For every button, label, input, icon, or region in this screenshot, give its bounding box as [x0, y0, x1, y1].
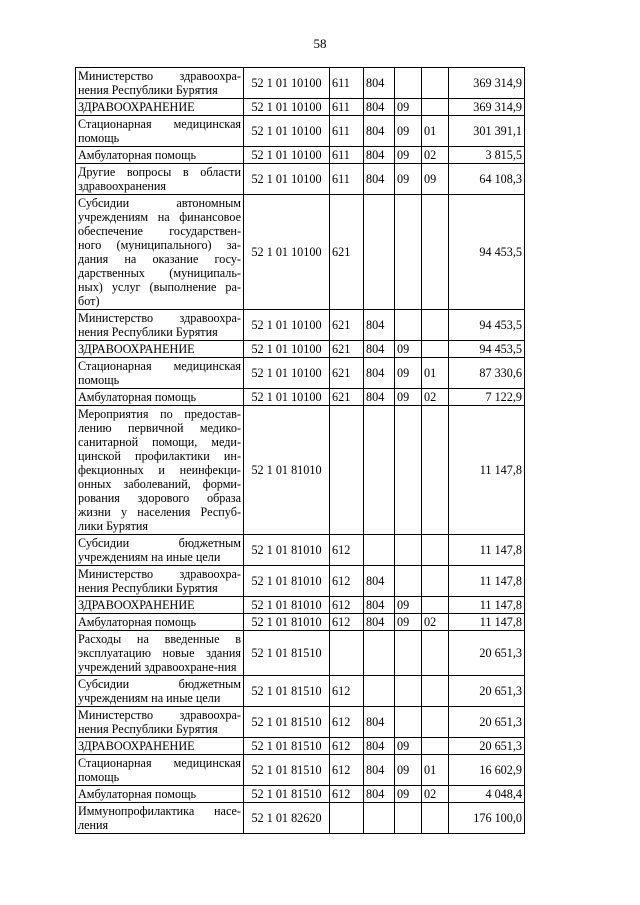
- section-cell: [395, 310, 422, 341]
- section-cell: [395, 803, 422, 834]
- target-code-cell: 52 1 01 81510: [244, 738, 330, 755]
- subsection-cell: [422, 99, 449, 116]
- amount-cell: 94 453,5: [449, 195, 525, 310]
- ministry-code-cell: 804: [364, 738, 395, 755]
- row-name-cell: Субсидии автономным учреждениям на финансовое обеспечение государствен-ного (муниципального) за-дания на оказание госу-дарственных (муниципаль-ных) услуг (выполнение ра-бот): [76, 195, 244, 310]
- section-cell: 09: [395, 147, 422, 164]
- row-name-cell: Стационарная медицинская помощь: [76, 755, 244, 786]
- subsection-cell: [422, 566, 449, 597]
- amount-cell: 11 147,8: [449, 597, 525, 614]
- amount-cell: 16 602,9: [449, 755, 525, 786]
- subsection-cell: [422, 310, 449, 341]
- expense-type-cell: 621: [330, 310, 364, 341]
- expense-type-cell: 611: [330, 116, 364, 147]
- target-code-cell: 52 1 01 10100: [244, 358, 330, 389]
- target-code-cell: 52 1 01 10100: [244, 164, 330, 195]
- table-row: [76, 358, 525, 389]
- ministry-code-cell: 804: [364, 597, 395, 614]
- section-cell: 09: [395, 164, 422, 195]
- subsection-cell: [422, 406, 449, 535]
- ministry-code-cell: 804: [364, 68, 395, 99]
- target-code-cell: 52 1 01 81010: [244, 406, 330, 535]
- amount-cell: 20 651,3: [449, 631, 525, 676]
- subsection-cell: 02: [422, 786, 449, 803]
- subsection-cell: [422, 631, 449, 676]
- ministry-code-cell: 804: [364, 389, 395, 406]
- amount-cell: 369 314,9: [449, 99, 525, 116]
- subsection-cell: 01: [422, 116, 449, 147]
- ministry-code-cell: 804: [364, 164, 395, 195]
- expense-type-cell: 611: [330, 147, 364, 164]
- target-code-cell: 52 1 01 10100: [244, 68, 330, 99]
- table-row: [76, 99, 525, 116]
- target-code-cell: 52 1 01 81510: [244, 786, 330, 803]
- expense-type-cell: 612: [330, 755, 364, 786]
- ministry-code-cell: 804: [364, 707, 395, 738]
- ministry-code-cell: 804: [364, 147, 395, 164]
- amount-cell: 7 122,9: [449, 389, 525, 406]
- target-code-cell: 52 1 01 81010: [244, 614, 330, 631]
- subsection-cell: [422, 803, 449, 834]
- expense-type-cell: [330, 631, 364, 676]
- subsection-cell: 02: [422, 147, 449, 164]
- section-cell: [395, 195, 422, 310]
- row-name-cell: Мероприятия по предостав-лению первичной медико-санитарной помощи, меди-цинской профилактики ин-фекционных и неинфекци-онных заболеваний, форми-рования здорового образа жизни у населения Респуб-лики Бурятия: [76, 406, 244, 535]
- subsection-cell: [422, 341, 449, 358]
- page-number: 58: [313, 36, 327, 51]
- amount-cell: 11 147,8: [449, 406, 525, 535]
- row-name-cell: Министерство здравоохра-нения Республики Бурятия: [76, 566, 244, 597]
- section-cell: [395, 676, 422, 707]
- table-row: [76, 116, 525, 147]
- row-name-cell: Амбулаторная помощь: [76, 147, 244, 164]
- expense-type-cell: 611: [330, 99, 364, 116]
- expense-type-cell: 612: [330, 566, 364, 597]
- expense-type-cell: 611: [330, 164, 364, 195]
- table-row: [76, 631, 525, 676]
- ministry-code-cell: 804: [364, 99, 395, 116]
- row-name-cell: Субсидии бюджетным учреждениям на иные цели: [76, 535, 244, 566]
- ministry-code-cell: [364, 803, 395, 834]
- amount-cell: 11 147,8: [449, 535, 525, 566]
- amount-cell: 20 651,3: [449, 707, 525, 738]
- row-name-cell: Иммунопрофилактика насе-ления: [76, 803, 244, 834]
- subsection-cell: [422, 195, 449, 310]
- table-row: [76, 597, 525, 614]
- table-row: [76, 738, 525, 755]
- expense-type-cell: 612: [330, 707, 364, 738]
- section-cell: 09: [395, 786, 422, 803]
- section-cell: 09: [395, 358, 422, 389]
- amount-cell: 4 048,4: [449, 786, 525, 803]
- amount-cell: 11 147,8: [449, 614, 525, 631]
- amount-cell: 3 815,5: [449, 147, 525, 164]
- section-cell: 09: [395, 755, 422, 786]
- row-name-cell: ЗДРАВООХРАНЕНИЕ: [76, 597, 244, 614]
- subsection-cell: [422, 676, 449, 707]
- ministry-code-cell: 804: [364, 755, 395, 786]
- ministry-code-cell: 804: [364, 614, 395, 631]
- target-code-cell: 52 1 01 81510: [244, 631, 330, 676]
- amount-cell: 11 147,8: [449, 566, 525, 597]
- expense-type-cell: 612: [330, 738, 364, 755]
- expense-type-cell: 612: [330, 597, 364, 614]
- table-row: [76, 68, 525, 99]
- ministry-code-cell: [364, 535, 395, 566]
- section-cell: 09: [395, 738, 422, 755]
- budget-table: [75, 67, 525, 834]
- ministry-code-cell: 804: [364, 310, 395, 341]
- target-code-cell: 52 1 01 10100: [244, 99, 330, 116]
- expense-type-cell: 621: [330, 195, 364, 310]
- ministry-code-cell: 804: [364, 566, 395, 597]
- row-name-cell: ЗДРАВООХРАНЕНИЕ: [76, 738, 244, 755]
- table-row: [76, 707, 525, 738]
- expense-type-cell: 621: [330, 358, 364, 389]
- subsection-cell: 02: [422, 389, 449, 406]
- target-code-cell: 52 1 01 82620: [244, 803, 330, 834]
- section-cell: [395, 535, 422, 566]
- table-row: [76, 786, 525, 803]
- table-row: [76, 341, 525, 358]
- target-code-cell: 52 1 01 81010: [244, 535, 330, 566]
- section-cell: 09: [395, 614, 422, 631]
- target-code-cell: 52 1 01 10100: [244, 195, 330, 310]
- subsection-cell: [422, 707, 449, 738]
- amount-cell: 64 108,3: [449, 164, 525, 195]
- target-code-cell: 52 1 01 10100: [244, 389, 330, 406]
- amount-cell: 369 314,9: [449, 68, 525, 99]
- section-cell: [395, 566, 422, 597]
- ministry-code-cell: 804: [364, 116, 395, 147]
- amount-cell: 20 651,3: [449, 738, 525, 755]
- row-name-cell: ЗДРАВООХРАНЕНИЕ: [76, 99, 244, 116]
- row-name-cell: Амбулаторная помощь: [76, 389, 244, 406]
- target-code-cell: 52 1 01 81010: [244, 566, 330, 597]
- row-name-cell: ЗДРАВООХРАНЕНИЕ: [76, 341, 244, 358]
- target-code-cell: 52 1 01 10100: [244, 147, 330, 164]
- target-code-cell: 52 1 01 10100: [244, 310, 330, 341]
- table-row: [76, 406, 525, 535]
- amount-cell: 94 453,5: [449, 310, 525, 341]
- table-row: [76, 566, 525, 597]
- table-row: [76, 310, 525, 341]
- row-name-cell: Субсидии бюджетным учреждениям на иные цели: [76, 676, 244, 707]
- row-name-cell: Министерство здравоохра-нения Республики Бурятия: [76, 68, 244, 99]
- table-row: [76, 389, 525, 406]
- table-row: [76, 195, 525, 310]
- target-code-cell: 52 1 01 81510: [244, 755, 330, 786]
- amount-cell: 301 391,1: [449, 116, 525, 147]
- row-name-cell: Стационарная медицинская помощь: [76, 116, 244, 147]
- ministry-code-cell: 804: [364, 341, 395, 358]
- table-row: [76, 803, 525, 834]
- expense-type-cell: 621: [330, 341, 364, 358]
- section-cell: [395, 631, 422, 676]
- row-name-cell: Амбулаторная помощь: [76, 786, 244, 803]
- ministry-code-cell: [364, 631, 395, 676]
- table-row: [76, 614, 525, 631]
- subsection-cell: [422, 535, 449, 566]
- row-name-cell: Расходы на введенные в эксплуатацию новые здания учреждений здравоохране-ния: [76, 631, 244, 676]
- row-name-cell: Другие вопросы в области здравоохранения: [76, 164, 244, 195]
- expense-type-cell: 621: [330, 389, 364, 406]
- expense-type-cell: 612: [330, 614, 364, 631]
- section-cell: 09: [395, 597, 422, 614]
- row-name-cell: Амбулаторная помощь: [76, 614, 244, 631]
- row-name-cell: Стационарная медицинская помощь: [76, 358, 244, 389]
- subsection-cell: [422, 738, 449, 755]
- row-name-cell: Министерство здравоохра-нения Республики Бурятия: [76, 310, 244, 341]
- ministry-code-cell: [364, 676, 395, 707]
- expense-type-cell: 612: [330, 676, 364, 707]
- section-cell: 09: [395, 116, 422, 147]
- table-row: [76, 164, 525, 195]
- target-code-cell: 52 1 01 10100: [244, 116, 330, 147]
- section-cell: [395, 68, 422, 99]
- ministry-code-cell: [364, 406, 395, 535]
- table-row: [76, 676, 525, 707]
- section-cell: [395, 406, 422, 535]
- amount-cell: 176 100,0: [449, 803, 525, 834]
- target-code-cell: 52 1 01 81010: [244, 597, 330, 614]
- ministry-code-cell: [364, 195, 395, 310]
- table-row: [76, 535, 525, 566]
- expense-type-cell: 612: [330, 535, 364, 566]
- expense-type-cell: 611: [330, 68, 364, 99]
- row-name-cell: Министерство здравоохра-нения Республики Бурятия: [76, 707, 244, 738]
- ministry-code-cell: 804: [364, 786, 395, 803]
- target-code-cell: 52 1 01 10100: [244, 341, 330, 358]
- expense-type-cell: 612: [330, 786, 364, 803]
- subsection-cell: [422, 68, 449, 99]
- subsection-cell: [422, 597, 449, 614]
- section-cell: 09: [395, 99, 422, 116]
- target-code-cell: 52 1 01 81510: [244, 676, 330, 707]
- target-code-cell: 52 1 01 81510: [244, 707, 330, 738]
- table-row: [76, 755, 525, 786]
- subsection-cell: 01: [422, 755, 449, 786]
- section-cell: 09: [395, 341, 422, 358]
- subsection-cell: 01: [422, 358, 449, 389]
- section-cell: 09: [395, 389, 422, 406]
- budget-table-body: [76, 68, 525, 834]
- amount-cell: 20 651,3: [449, 676, 525, 707]
- section-cell: [395, 707, 422, 738]
- table-row: [76, 147, 525, 164]
- expense-type-cell: [330, 803, 364, 834]
- subsection-cell: 02: [422, 614, 449, 631]
- subsection-cell: 09: [422, 164, 449, 195]
- amount-cell: 94 453,5: [449, 341, 525, 358]
- expense-type-cell: [330, 406, 364, 535]
- ministry-code-cell: 804: [364, 358, 395, 389]
- amount-cell: 87 330,6: [449, 358, 525, 389]
